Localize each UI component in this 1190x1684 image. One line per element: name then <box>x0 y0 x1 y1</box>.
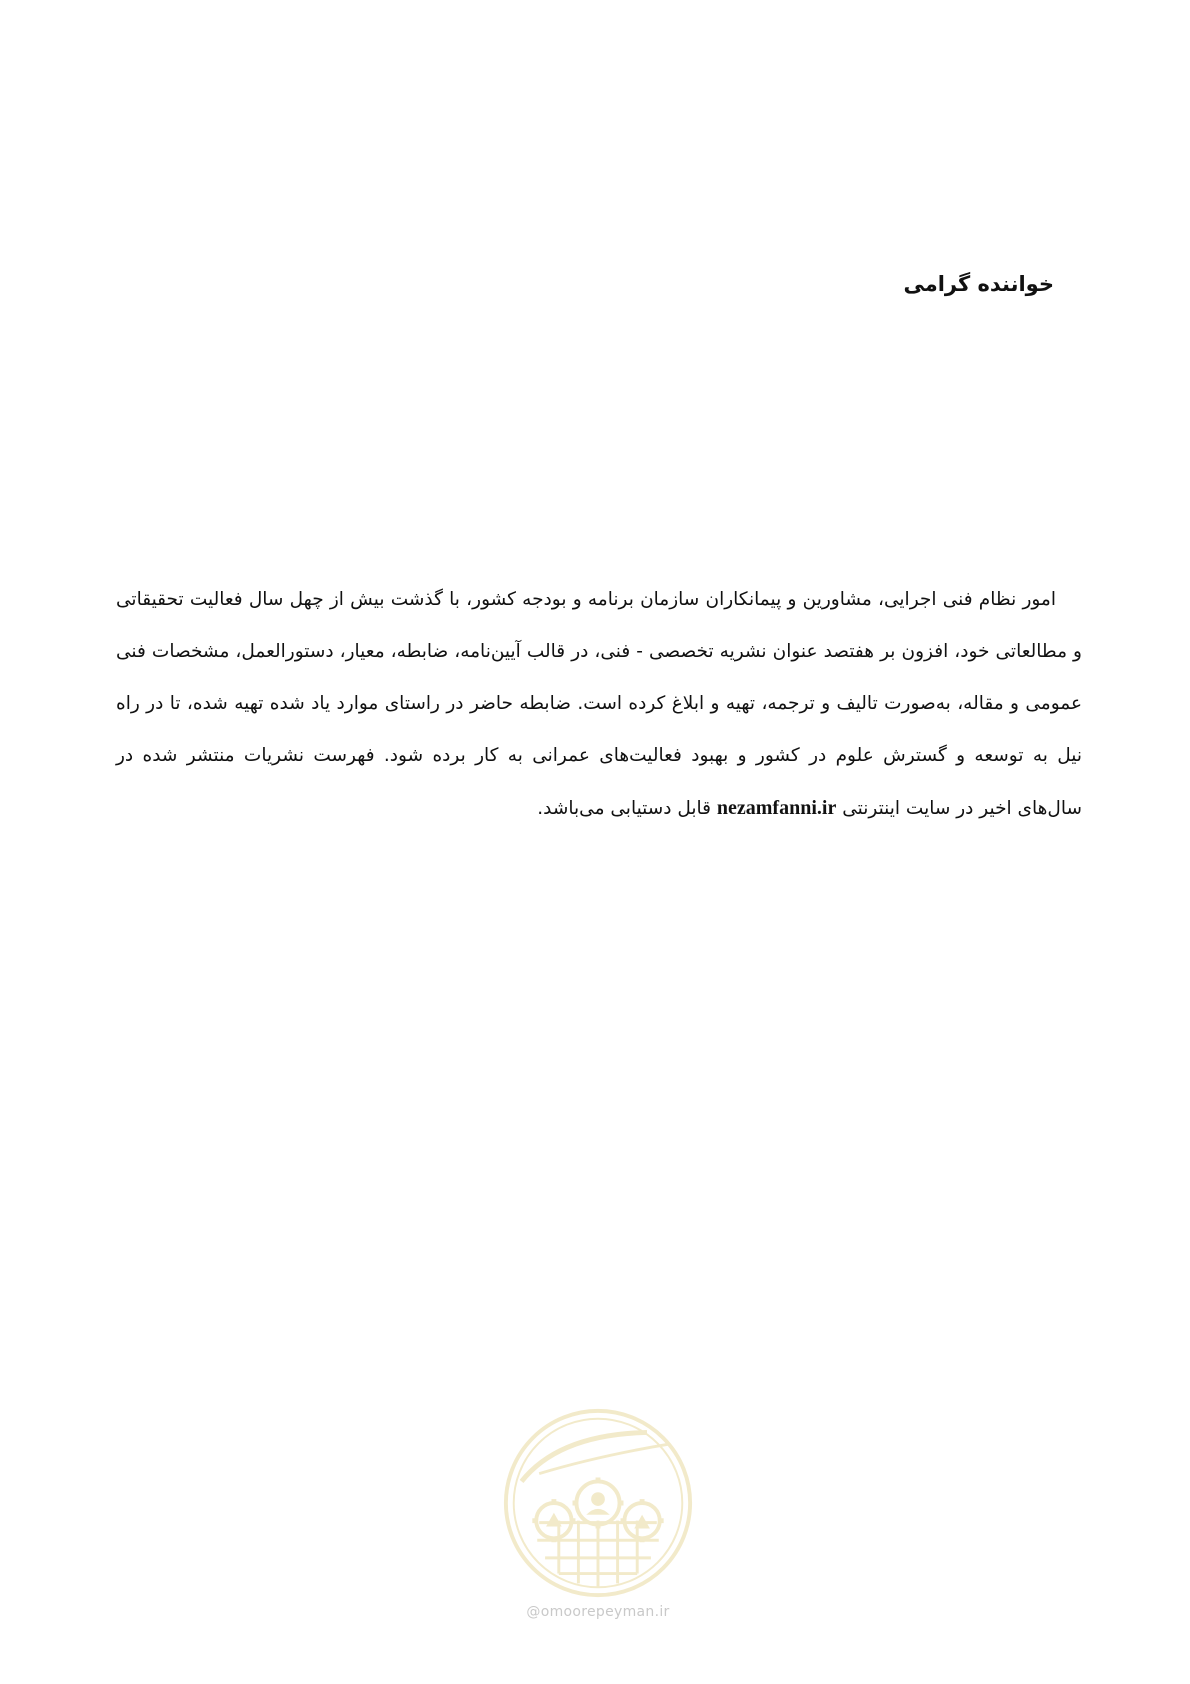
body-paragraph <box>116 574 1082 835</box>
body-text-after: قابل دستیابی می‌باشد. <box>537 798 711 819</box>
website-link[interactable]: nezamfanni.ir <box>716 797 837 819</box>
watermark-logo-icon <box>500 1405 696 1601</box>
body-text-before: امور نظام فنی اجرایی، مشاورین و پیمانکاران سازمان برنامه و بودجه کشور، با گذشت بیش از چهل سال فعالیت تحقیقاتی و مطالعاتی خود، افزون بر هفتصد عنوان نشریه تخصصی - فنی، در قالب آیین‌نامه، ضابطه، معیار، دستورالعمل، مشخصات فنی عمومی و مقاله، به‌صورت تالیف و ترجمه، تهیه و ابلاغ کرده است. ضابطه حاضر در راستای موارد یاد شده تهیه شده، تا در راه نیل به توسعه و گسترش علوم در کشور و بهبود فعالیت‌های عمرانی به کار برده شود. فهرست نشریات منتشر شده در سال‌های اخیر در سایت اینترنتی <box>116 589 1082 819</box>
page-heading: خواننده گرامی <box>903 272 1054 296</box>
watermark-site: @omoorepeyman.ir <box>526 1604 670 1620</box>
